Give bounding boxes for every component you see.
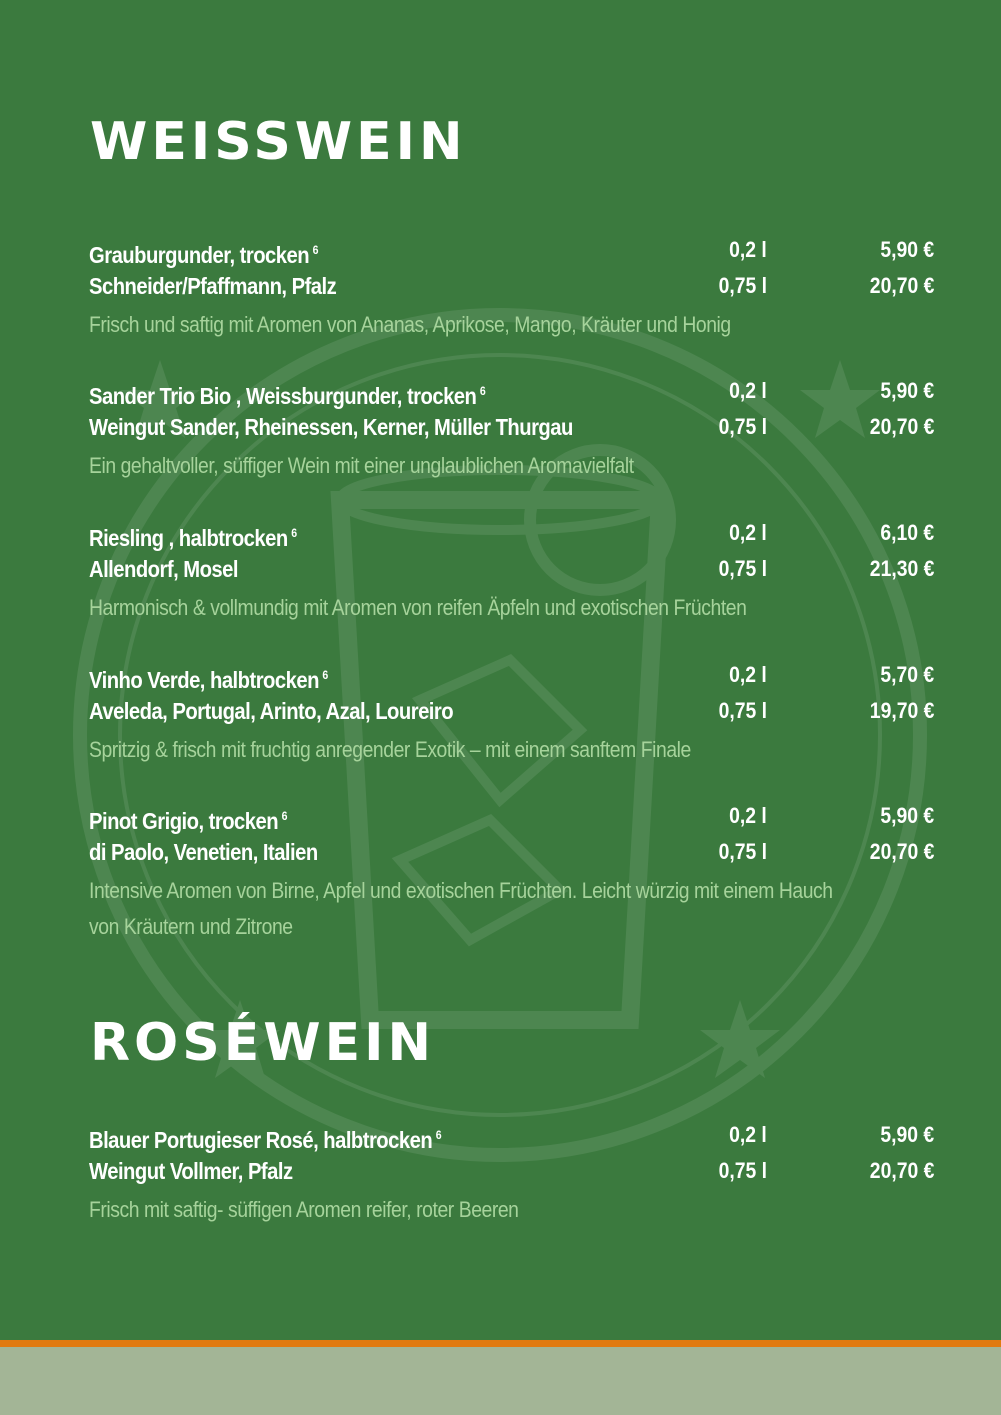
wine-description: Intensive Aromen von Birne, Apfel und exotischen Früchten. Leicht würzig mit einem Hauch [89,878,833,903]
footnote-marker: 6 [281,809,287,823]
footnote-marker: 6 [479,384,486,398]
price-bottle: 20,70 € [869,414,934,439]
price-small: 5,90 € [880,378,934,403]
volume-bottle: 0,75 l [718,273,767,298]
wine-item [89,376,934,484]
volume-bottle: 0,75 l [718,414,767,439]
wine-name: Vinho Verde, halbtrocken $^6$ [89,667,328,693]
accent-divider [0,1340,1001,1347]
wine-description: Spritzig & frisch mit fruchtig anregender Exotik – mit einem sanftem Finale [89,737,691,762]
winery-origin: Weingut Vollmer, Pfalz [89,1158,293,1184]
wine-item [89,801,934,945]
wine-description: Ein gehaltvoller, süffiger Wein mit einer unglaublichen Aromavielfalt [89,453,634,478]
price-small: 6,10 € [880,520,934,545]
price-bottle: 19,70 € [869,698,934,723]
price-small: 5,90 € [880,803,934,828]
winery-origin: Allendorf, Mosel [89,556,238,582]
wine-description: Harmonisch & vollmundig mit Aromen von reifen Äpfeln und exotischen Früchten [89,595,747,620]
wine-name: Blauer Portugieser Rosé, halbtrocken $^6$ [89,1127,442,1153]
wine-name: Grauburgunder, trocken $^6$ [89,242,318,268]
footnote-marker: 6 [291,526,297,540]
volume-bottle: 0,75 l [718,556,767,581]
volume-small: 0,2 l [729,662,767,687]
wine-item [89,235,934,343]
section-title-rosewein: ROSÉWEIN [90,1013,435,1073]
volume-bottle: 0,75 l [718,839,767,864]
volume-small: 0,2 l [729,1122,767,1147]
footer-band [0,1347,1001,1415]
footnote-marker: 6 [322,668,328,682]
wine-name: Riesling , halbtrocken $^6$ [89,525,297,551]
volume-small: 0,2 l [729,803,767,828]
wine-description: Frisch mit saftig- süffigen Aromen reifer, roter Beeren [89,1197,519,1222]
footnote-marker: 6 [312,243,318,257]
winery-origin: Schneider/Pfaffmann, Pfalz [89,273,337,299]
volume-bottle: 0,75 l [718,1158,767,1183]
price-small: 5,90 € [880,1122,934,1147]
wine-name: Sander Trio Bio , Weissburgunder, trocken $^6$ [89,383,486,409]
wine-item [89,518,934,626]
wine-item [89,660,934,768]
wine-description: Frisch und saftig mit Aromen von Ananas, Aprikose, Mango, Kräuter und Honig [89,312,731,337]
wine-description-continued: von Kräutern und Zitrone [89,914,293,939]
wine-item [89,1120,934,1228]
winery-origin: Aveleda, Portugal, Arinto, Azal, Loureiro [89,698,454,724]
wine-name: Pinot Grigio, trocken $^6$ [89,808,287,834]
price-small: 5,70 € [880,662,934,687]
section-title-weisswein: WEISSWEIN [90,112,467,172]
winery-origin: di Paolo, Venetien, Italien [89,839,318,865]
footnote-marker: 6 [435,1128,442,1142]
volume-small: 0,2 l [729,237,767,262]
winery-origin: Weingut Sander, Rheinessen, Kerner, Müller Thurgau [89,414,573,440]
volume-small: 0,2 l [729,520,767,545]
price-bottle: 20,70 € [869,1158,934,1183]
price-bottle: 20,70 € [869,273,934,298]
volume-small: 0,2 l [729,378,767,403]
price-bottle: 20,70 € [869,839,934,864]
price-bottle: 21,30 € [869,556,934,581]
price-small: 5,90 € [880,237,934,262]
volume-bottle: 0,75 l [718,698,767,723]
